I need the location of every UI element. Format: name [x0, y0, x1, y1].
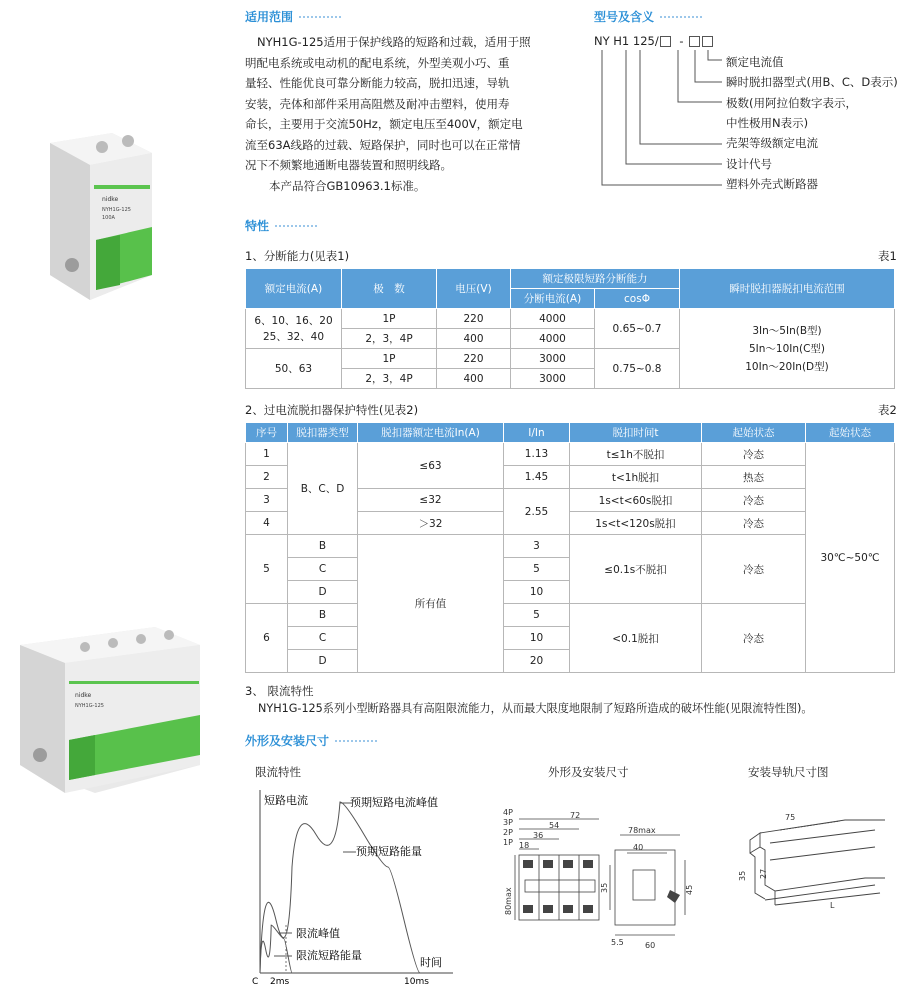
- brand-logo: nidke: [102, 196, 119, 203]
- col-rated-in: 脱扣器额定电流In(A): [358, 423, 504, 443]
- svg-text:35: 35: [600, 882, 609, 893]
- svg-text:5.5: 5.5: [611, 938, 624, 947]
- table-row: C 10: [246, 627, 895, 650]
- svg-text:35: 35: [738, 870, 747, 881]
- svg-text:72: 72: [570, 811, 581, 820]
- y-axis-label: 短路电流: [264, 794, 308, 807]
- col-trip-type: 脱扣器类型: [288, 423, 358, 443]
- col-trip-time: 脱扣时间t: [570, 423, 702, 443]
- breaking-capacity-table: [245, 268, 895, 389]
- feature-item-3-title: 3、 限流特性: [245, 684, 314, 698]
- col-breaking-current: 分断电流(A): [511, 289, 595, 309]
- table1-label: 表1: [878, 249, 897, 263]
- col-ratio: I/In: [504, 423, 570, 443]
- annotation-prospective-energy: 预期短路能量: [356, 845, 422, 858]
- x-tick-1: 2ms: [270, 977, 290, 987]
- chart2-title: 外形及安装尺寸: [548, 765, 629, 779]
- table-row: 6 B 5 <0.1脱扣 冷态: [246, 604, 895, 627]
- chart1-title: 限流特性: [255, 765, 301, 779]
- svg-text:18: 18: [519, 841, 530, 850]
- table-row: 2 1.45 t<1h脱扣 热态: [246, 466, 895, 489]
- scope-heading: 适用范围: [245, 8, 341, 25]
- breaker-4p-photo: [5, 615, 230, 815]
- svg-text:54: 54: [549, 821, 560, 830]
- col-trip-range: 瞬时脱扣器脱扣电流范围: [680, 269, 895, 309]
- svg-text:4P: 4P: [503, 808, 513, 817]
- svg-text:2P: 2P: [503, 828, 513, 837]
- current-limiting-chart: [248, 782, 468, 987]
- table-row: C 5: [246, 558, 895, 581]
- model-code: NY H1 125/ -: [594, 34, 714, 48]
- svg-text:L: L: [830, 901, 835, 910]
- x-axis-label: 时间: [420, 956, 442, 969]
- svg-text:36: 36: [533, 831, 544, 840]
- table-row: 50、63 1P 220 3000 0.75~0.8: [246, 349, 895, 369]
- features-heading: 特性: [245, 217, 317, 234]
- model-heading: 型号及含义: [594, 8, 702, 25]
- feature-item-3-text: NYH1G-125系列小型断路器具有高阻限流能力，从而最大限度地限制了短路所造成的破坏性能(见限流特性图)。: [258, 702, 813, 715]
- table-row: 1 B、C、D ≤63 1.13 t≤1h不脱扣 冷态 30℃~50℃: [246, 443, 895, 466]
- breaker-2p-photo: [20, 125, 180, 325]
- table-row: 2，3，4P 400 4000: [246, 329, 895, 349]
- breaker-model-label: NYH1G-125: [102, 207, 131, 213]
- dimensions-heading: 外形及安装尺寸: [245, 732, 377, 749]
- svg-text:75: 75: [785, 813, 796, 822]
- col-breaking-capacity: 额定极限短路分断能力: [511, 269, 680, 289]
- series-limited-peak: [260, 925, 292, 973]
- table-row: 5 B 所有值 3 ≤0.1s不脱扣 冷态: [246, 535, 895, 558]
- col-start-state: 起始状态: [702, 423, 806, 443]
- annotation-limited-energy: 限流短路能量: [296, 949, 362, 962]
- model-legend: 额定电流值 瞬时脱扣器型式(用B、C、D表示) 极数(用阿拉伯数字表示， 中性极用N表示) 壳架等级额定电流 设计代号 塑料外壳式断路器: [726, 55, 898, 191]
- table-row: 6、10、16、20 25、32、40 1P 220 4000 0.65~0.7 3In～5In(B型) 5In～10In(C型) 10In～20In(D型): [246, 309, 895, 329]
- table2-label: 表2: [878, 403, 897, 417]
- svg-text:60: 60: [645, 941, 656, 950]
- svg-text:3P: 3P: [503, 818, 513, 827]
- feature-item-2: 2、过电流脱扣器保护特性(见表2): [245, 403, 419, 417]
- annotation-prospective-peak: 预期短路电流峰值: [350, 796, 438, 809]
- breaker-rating-label: 100A: [102, 215, 115, 221]
- trip-characteristic-table: [245, 422, 895, 673]
- x-tick-2: 10ms: [404, 977, 429, 987]
- col-cos: cosΦ: [595, 289, 680, 309]
- breaker-model-label-4p: NYH1G-125: [75, 703, 104, 709]
- chart3-title: 安装导轨尺寸图: [748, 765, 829, 779]
- table-row: 3 ≤32 2.55 1s<t<60s脱扣 冷态: [246, 489, 895, 512]
- svg-text:40: 40: [633, 843, 644, 852]
- svg-text:80max: 80max: [504, 887, 513, 915]
- table-row: D 20: [246, 650, 895, 673]
- col-rated-current: 额定电流(A): [246, 269, 342, 309]
- col-voltage: 电压(V): [437, 269, 511, 309]
- model-bracket-lines: [590, 44, 730, 194]
- table-row: D 10: [246, 581, 895, 604]
- svg-text:45: 45: [685, 884, 694, 895]
- col-ambient: 起始状态: [806, 423, 895, 443]
- outline-dimension-drawing: [495, 795, 710, 965]
- x-tick-0: C: [252, 977, 259, 987]
- din-rail-drawing: [735, 805, 895, 930]
- brand-logo-4p: nidke: [75, 692, 92, 699]
- svg-text:27: 27: [759, 868, 768, 879]
- annotation-limited-peak: 限流峰值: [296, 927, 340, 940]
- feature-item-1: 1、分断能力(见表1): [245, 249, 350, 263]
- table-row: 4 ＞32 1s<t<120s脱扣 冷态: [246, 512, 895, 535]
- series-prospective-peak: [260, 802, 420, 973]
- col-poles: 极 数: [342, 269, 437, 309]
- table-row: 2，3，4P 400 3000: [246, 369, 895, 389]
- col-seq: 序号: [246, 423, 288, 443]
- scope-text: NYH1G-125适用于保护线路的短路和过载，适用于照 明配电系统或电动机的配电系统，外型美观小巧、重 量轻、性能优良可靠分断能力较高，脱扣迅速，导轨 安装，壳体和部件采用高阻燃及耐冲击塑料，使用寿 命长，主要用于交流50Hz，额定电压至400V，额定电 流至63A线路的过载、短路保护，同时也可以在正常情 况下不频繁地通断电器装置和照明线路。 本产品符合GB10963.1标准。: [245, 35, 531, 193]
- svg-text:78max: 78max: [628, 826, 656, 835]
- svg-text:1P: 1P: [503, 838, 513, 847]
